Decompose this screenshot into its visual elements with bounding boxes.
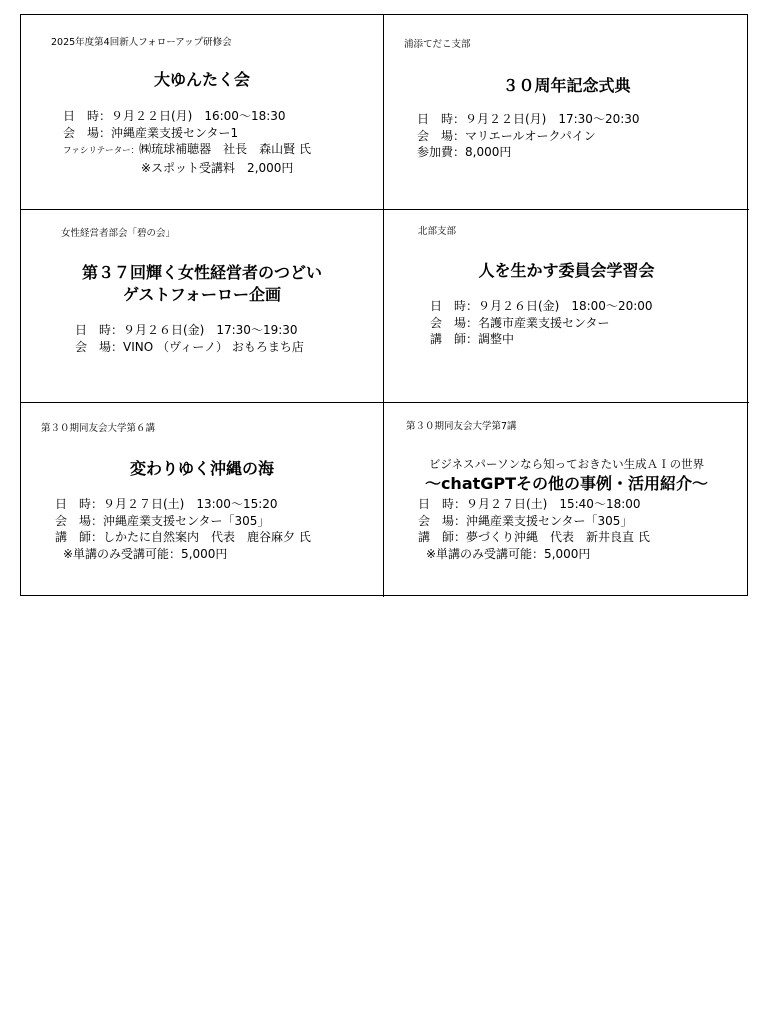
event-card-university-6	[21, 403, 384, 597]
event-venue: 会 場：沖縄産業支援センター「305」	[55, 513, 270, 528]
event-title-line2: ゲストフォーロー企画	[122, 285, 282, 304]
event-category-label: 第３０期同友会大学第7講	[406, 421, 517, 432]
event-fee: 参加費：8,000円	[417, 145, 512, 159]
event-datetime: 日 時：９月２２日(月) 16:00～18:30	[63, 109, 286, 123]
event-details	[55, 496, 311, 562]
event-category-label: 女性経営者部会「碧の会」	[61, 228, 176, 239]
event-card-yuntaku	[21, 15, 384, 210]
event-details	[75, 322, 304, 355]
event-venue: 会 場：沖縄産業支援センター「305」	[418, 513, 633, 528]
event-venue: 会 場：沖縄産業支援センター1	[63, 125, 239, 140]
event-venue: 会 場：VINO （ヴィーノ） おもろまち店	[75, 339, 304, 354]
event-title: ～chatGPTその他の事例・活用紹介～	[424, 474, 709, 493]
event-grid	[20, 14, 748, 596]
event-fee-note: ※単講のみ受講可能：5,000円	[426, 546, 591, 561]
event-lecturer: 講 師：夢づくり沖縄 代表 新井良直 氏	[418, 530, 650, 544]
facilitator-value: ㈱琉球補聴器 社長 森山賢 氏	[139, 142, 311, 156]
event-venue: 会 場：マリエールオークパイン	[417, 128, 596, 143]
event-card-study-session	[384, 210, 749, 403]
event-category-label: 2025年度第4回新人フォローアップ研修会	[51, 37, 232, 48]
event-datetime: 日 時：９月２２日(月) 17:30～20:30	[417, 112, 640, 126]
event-facilitator	[63, 141, 311, 160]
event-title-line1: 第３７回輝く女性経営者のつどい	[81, 263, 322, 282]
event-details	[430, 298, 653, 348]
event-title: 人を生かす委員会学習会	[478, 261, 655, 280]
facilitator-label: ファシリテーター：	[63, 146, 140, 156]
event-datetime: 日 時：９月２７日(土) 15:40～18:00	[418, 497, 641, 511]
event-datetime: 日 時：９月２６日(金) 17:30～19:30	[75, 323, 298, 337]
event-subtitle: ビジネスパーソンなら知っておきたい生成ＡＩの世界	[428, 457, 705, 471]
event-category-label: 第３０期同友会大学第６講	[41, 423, 156, 434]
event-card-university-7	[384, 403, 749, 597]
event-lecturer: 講 師：調整中	[430, 332, 515, 346]
event-title: 大ゆんたく会	[153, 70, 250, 89]
event-category-label: 浦添てだこ支部	[404, 39, 471, 50]
event-category-label: 北部支部	[418, 226, 457, 237]
event-fee-note: ※スポット受講料 2,000円	[141, 160, 294, 175]
event-card-women-managers	[21, 210, 384, 403]
event-datetime: 日 時：９月２６日(金) 18:00～20:00	[430, 299, 653, 313]
event-fee-note: ※単講のみ受講可能：5,000円	[63, 546, 228, 561]
event-lecturer: 講 師：しかたに自然案内 代表 鹿谷麻夕 氏	[55, 530, 311, 544]
event-details	[63, 108, 311, 176]
event-title: ３０周年記念式典	[502, 76, 631, 95]
event-title: 変わりゆく沖縄の海	[129, 459, 274, 478]
event-details	[417, 111, 640, 161]
event-details	[418, 496, 650, 562]
event-venue: 会 場：名護市産業支援センター	[430, 315, 610, 330]
event-card-30th-anniversary	[384, 15, 749, 210]
event-datetime: 日 時：９月２７日(土) 13:00～15:20	[55, 497, 278, 511]
